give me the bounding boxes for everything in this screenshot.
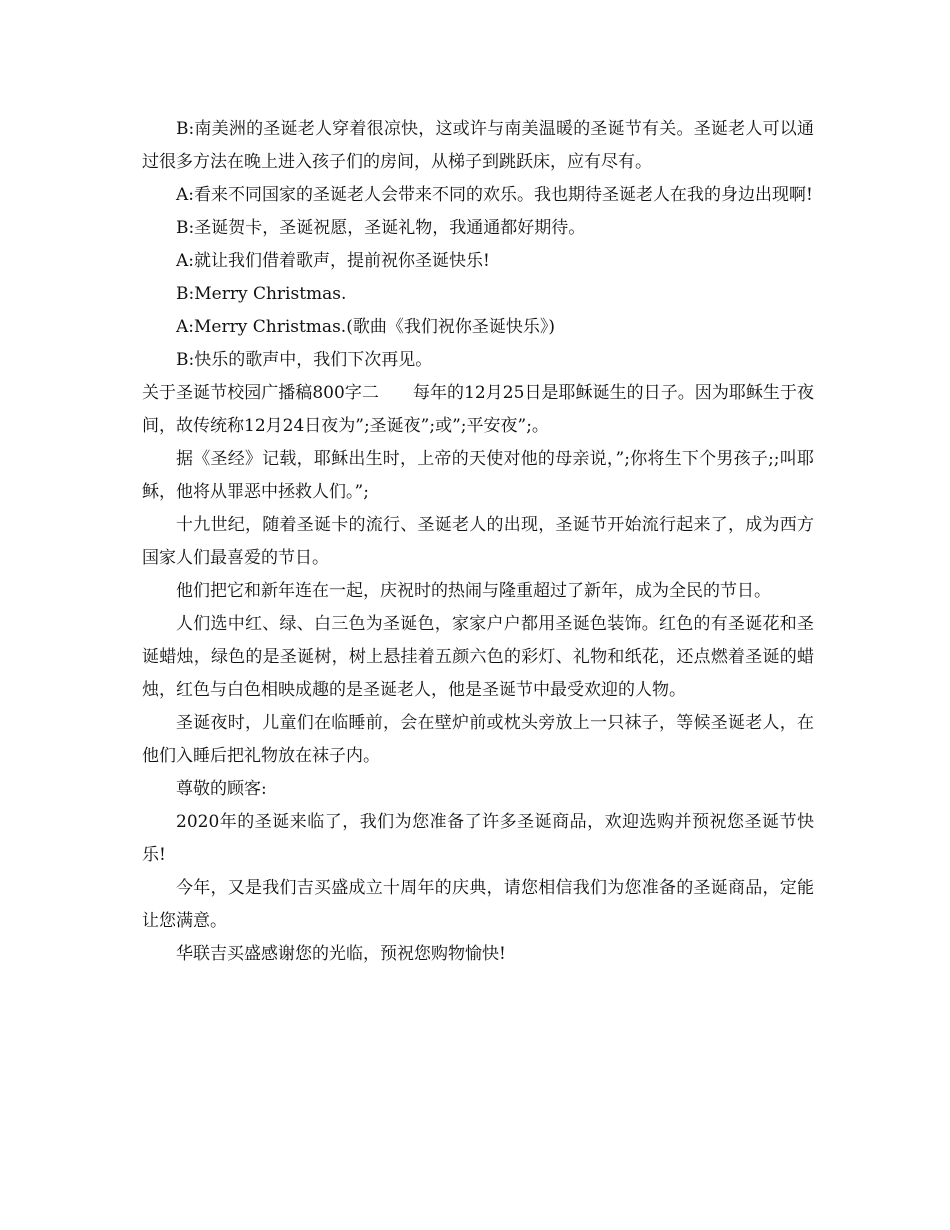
paragraph-16: 今年，又是我们吉买盛成立十周年的庆典，请您相信我们为您准备的圣诞商品，定能让您满意。: [142, 878, 814, 931]
paragraph-6: A:Merry Christmas.(歌曲《我们祝你圣诞快乐》): [176, 317, 555, 337]
paragraph-9: 据《圣经》记载，耶稣出生时，上帝的天使对他的母亲说，”;你将生下个男孩子;;叫耶稣，他将从罪恶中拯救人们。”;: [142, 449, 814, 502]
paragraph-15: 2020年的圣诞来临了，我们为您准备了许多圣诞商品，欢迎选购并预祝您圣诞节快乐!: [142, 812, 814, 865]
paragraph-3: B:圣诞贺卡，圣诞祝愿，圣诞礼物，我通通都好期待。: [176, 218, 586, 238]
paragraph-10: 十九世纪，随着圣诞卡的流行、圣诞老人的出现，圣诞节开始流行起来了，成为西方国家人们最喜爱的节日。: [142, 515, 814, 568]
paragraph-4: A:就让我们借着歌声，提前祝你圣诞快乐!: [176, 251, 490, 271]
section-heading-paragraph: 关于圣诞节校园广播稿800字二 每年的12月25日是耶稣诞生的日子。因为耶稣生于夜间，故传统称12月24日夜为”;圣诞夜”;或”;平安夜”;。: [142, 383, 814, 436]
paragraph-5: B:Merry Christmas.: [176, 284, 347, 304]
paragraph-1: B:南美洲的圣诞老人穿着很凉快，这或许与南美温暖的圣诞节有关。圣诞老人可以通过很多方法在晚上进入孩子们的房间，从梯子到跳跃床，应有尽有。: [142, 119, 814, 172]
paragraph-11: 他们把它和新年连在一起，庆祝时的热闹与隆重超过了新年，成为全民的节日。: [176, 581, 771, 601]
salutation: 尊敬的顾客:: [176, 779, 267, 799]
paragraph-2: A:看来不同国家的圣诞老人会带来不同的欢乐。我也期待圣诞老人在我的身边出现啊!: [176, 185, 813, 205]
paragraph-7: B:快乐的歌声中，我们下次再见。: [176, 350, 433, 370]
document-body: [142, 113, 814, 971]
paragraph-13: 圣诞夜时，儿童们在临睡前，会在壁炉前或枕头旁放上一只袜子，等候圣诞老人，在他们入睡后把礼物放在袜子内。: [142, 713, 814, 766]
paragraph-17: 华联吉买盛感谢您的光临，预祝您购物愉快!: [176, 944, 506, 964]
paragraph-12: 人们选中红、绿、白三色为圣诞色，家家户户都用圣诞色装饰。红色的有圣诞花和圣诞蜡烛，绿色的是圣诞树，树上悬挂着五颜六色的彩灯、礼物和纸花，还点燃着圣诞的蜡烛，红色与白色相映成趣的是圣诞老人，他是圣诞节中最受欢迎的人物。: [142, 614, 814, 700]
